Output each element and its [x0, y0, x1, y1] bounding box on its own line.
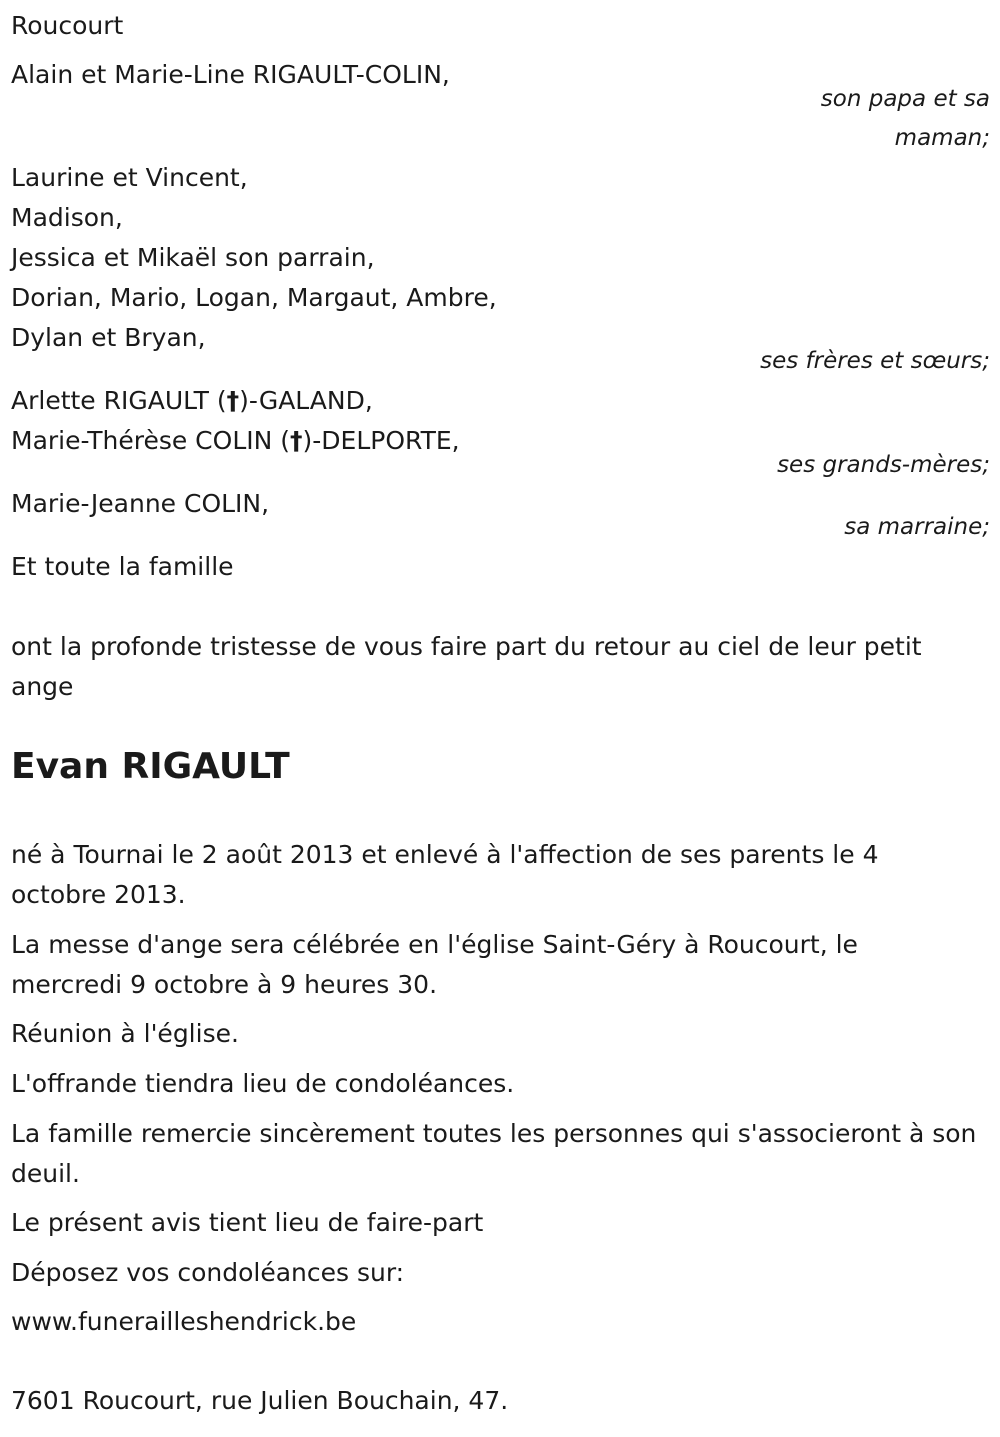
deceased-name: Evan RIGAULT	[11, 746, 290, 787]
sibling-line: Madison,	[11, 203, 123, 232]
address: 7601 Roucourt, rue Julien Bouchain, 47.	[11, 1386, 509, 1415]
sibling-line: Dylan et Bryan,	[11, 323, 206, 352]
parents-role-line1: son papa et sa	[820, 86, 990, 112]
sibling-line: Dorian, Mario, Logan, Margaut, Ambre,	[11, 283, 497, 312]
place-top: Roucourt	[11, 11, 124, 40]
cross-icon: †	[290, 426, 303, 455]
parents-names: Alain et Marie-Line RIGAULT-COLIN,	[11, 60, 450, 89]
announcement: ont la profonde tristesse de vous faire part du retour au ciel de leur petit ange	[11, 632, 922, 701]
family-line: Et toute la famille	[11, 552, 234, 581]
grandmother-line-2: Marie-Thérèse COLIN (†)-DELPORTE,	[11, 426, 460, 455]
offering-text: L'offrande tiendra lieu de condoléances.	[11, 1069, 515, 1098]
birth-death-text: né à Tournai le 2 août 2013 et enlevé à l'affection de ses parents le 4 octobre 2013.	[11, 840, 879, 909]
grandmothers-role: ses grands-mères;	[777, 452, 990, 478]
mass-text: La messe d'ange sera célébrée en l'église Saint-Géry à Roucourt, le mercredi 9 octobre à 9 heures 30.	[11, 930, 858, 999]
website-link[interactable]: www.funerailleshendrick.be	[11, 1307, 357, 1336]
notice-text: Le présent avis tient lieu de faire-part	[11, 1208, 484, 1237]
parents-role-line2: maman;	[894, 125, 990, 151]
sibling-line: Laurine et Vincent,	[11, 163, 248, 192]
meeting-text: Réunion à l'église.	[11, 1019, 239, 1048]
thanks-text: La famille remercie sincèrement toutes les personnes qui s'associeront à son deuil.	[11, 1119, 977, 1188]
condolences-text: Déposez vos condoléances sur:	[11, 1258, 405, 1287]
sibling-line: Jessica et Mikaël son parrain,	[11, 243, 375, 272]
siblings-role: ses frères et sœurs;	[760, 348, 990, 374]
siblings-list	[11, 158, 497, 358]
grandmother-line-1: Arlette RIGAULT (†)-GALAND,	[11, 386, 373, 415]
cross-icon: †	[226, 386, 240, 415]
godmother-name: Marie-Jeanne COLIN,	[11, 489, 270, 518]
godmother-role: sa marraine;	[844, 514, 990, 540]
